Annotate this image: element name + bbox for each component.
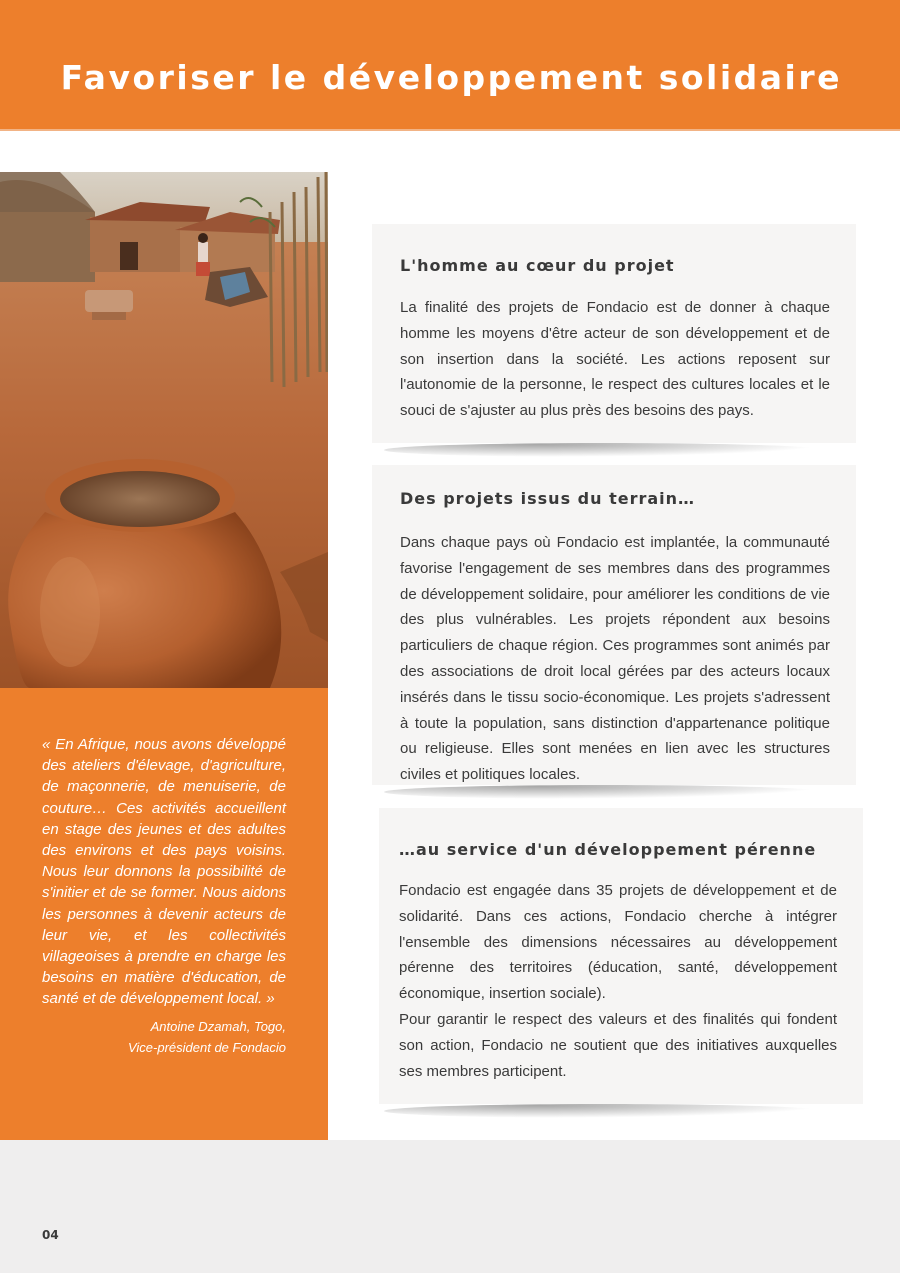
quote-attribution xyxy=(42,1016,286,1058)
section-body-continued: Pour garantir le respect des valeurs et des finalités qui fondent son action, Fondacio ne soutient que des initiatives auxquelles ses membres participent. xyxy=(399,1010,837,1080)
section-card-terrain xyxy=(372,465,856,785)
section-title: …au service d'un développement pérenne xyxy=(399,840,817,859)
card-shadow xyxy=(384,1104,824,1118)
card-shadow xyxy=(384,443,824,457)
section-title: L'homme au cœur du projet xyxy=(400,256,675,275)
section-body: Fondacio est engagée dans 35 projets de développement et de solidarité. Dans ces actions, Fondacio cherche à intégrer l'ensemble des dimensions nécessaires au développement pérenne des territoires (éducation, santé, développement économique, insertion sociale). xyxy=(399,882,837,1003)
village-photo xyxy=(0,172,328,688)
page-footer xyxy=(0,1140,900,1273)
author-name: Antoine Dzamah, Togo, xyxy=(150,1019,286,1034)
page-number: 04 xyxy=(42,1228,59,1242)
quote-panel xyxy=(0,688,328,1140)
page-header xyxy=(0,0,900,131)
section-body: Dans chaque pays où Fondacio est implantée, la communauté favorise l'engagement de ses membres dans des programmes de développement solidaire, pour améliorer les conditions de vie des plus vulnérables. Les projets répondent aux besoins particuliers de chaque région. Ces programmes sont animés par des associations de droit local gérées par des acteurs locaux insérés dans le tissu socio-économique. Les projets s'adressent à toute la population, sans distinction d'appartenance politique ou religieuse. Elles sont menées en lien avec les structures civiles et politiques locales. xyxy=(400,534,830,784)
card-shadow xyxy=(384,785,824,799)
section-title: Des projets issus du terrain… xyxy=(400,489,696,508)
section-body: La finalité des projets de Fondacio est de donner à chaque homme les moyens d'être acteur de son développement et de son insertion dans la société. Les actions reposent sur l'autonomie de la personne, le respect des cultures locales et le souci de s'ajuster au plus près des besoins des pays. xyxy=(400,299,830,420)
section-card-perenne xyxy=(379,808,863,1104)
section-card-homme xyxy=(372,224,856,443)
testimonial-quote: « En Afrique, nous avons développé des ateliers d'élevage, d'agriculture, de maçonnerie, de menuiserie, de couture… Ces activités accueillent en stage des jeunes et des adultes des environs et des pays voisins. Nous leur donnons la possibilité de s'initier et de se former. Nous aidons les personnes à devenir acteurs de leur vie, et les collectivités villageoises à prendre en charge les besoins en matière d'éducation, de santé et de développement local. » xyxy=(42,736,286,1008)
author-role: Vice-président de Fondacio xyxy=(127,1040,286,1055)
page-title: Favoriser le développement solidaire xyxy=(60,58,842,97)
clay-pot-village-image xyxy=(0,172,328,688)
